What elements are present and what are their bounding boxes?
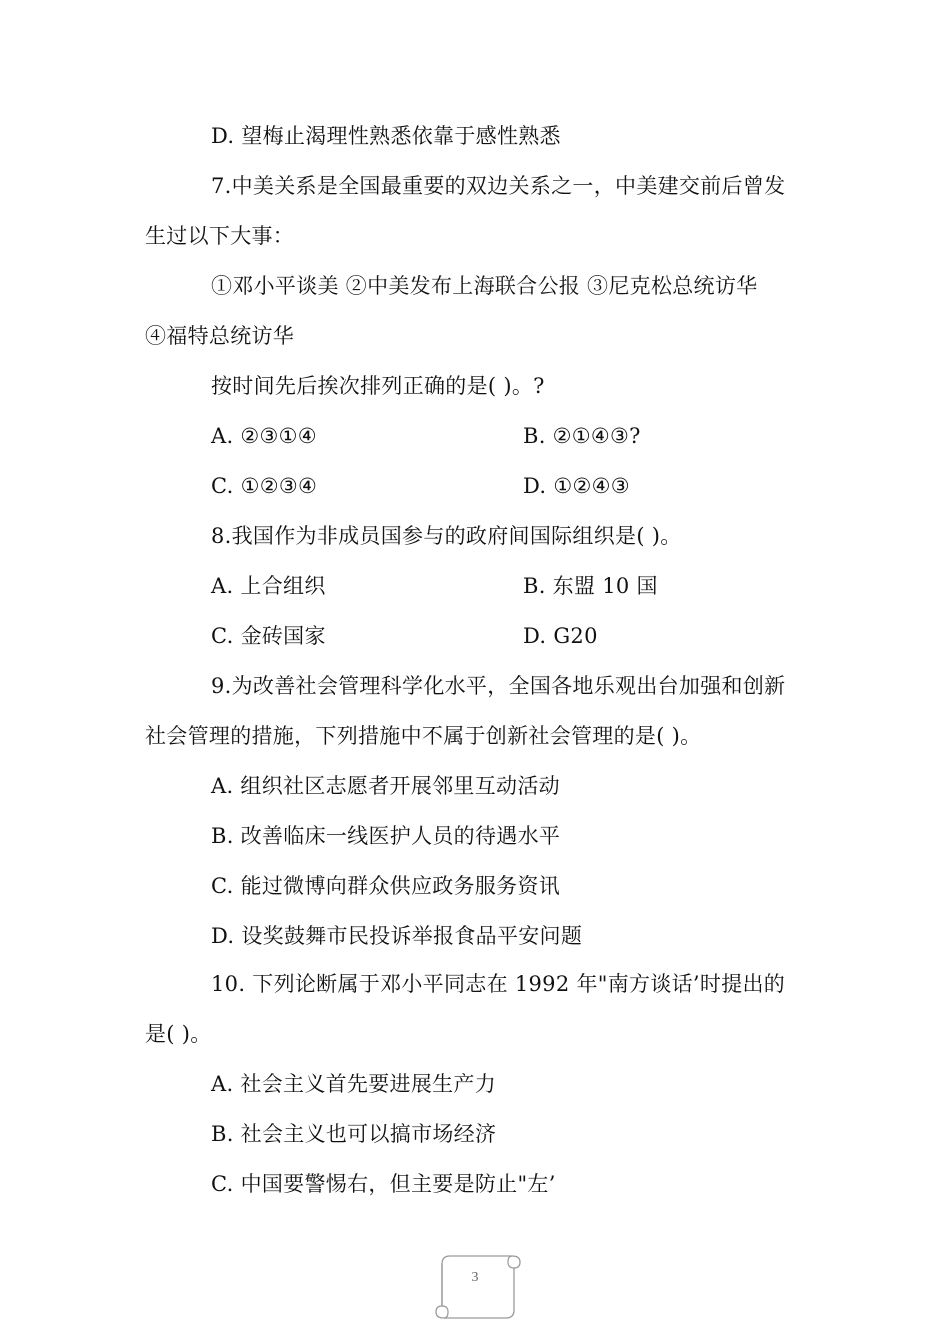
q8-option-c: C. 金砖国家 xyxy=(211,624,326,648)
q8-option-d: D. G20 xyxy=(523,624,598,648)
q9-option-c: C. 能过微博向群众供应政务服务资讯 xyxy=(211,874,561,898)
q10-stem-line2: 是( )。 xyxy=(145,1022,212,1046)
q10-option-a: A. 社会主义首先要进展生产力 xyxy=(211,1072,497,1096)
q7-option-b: B. ②①④③? xyxy=(523,424,641,448)
q10-option-b: B. 社会主义也可以搞市场经济 xyxy=(211,1122,497,1146)
scroll-icon xyxy=(432,1252,524,1322)
q7-events-line2: ④福特总统访华 xyxy=(145,324,295,348)
q6-option-d: D. 望梅止渴理性熟悉依靠于感性熟悉 xyxy=(211,124,561,148)
q9-option-d: D. 设奖鼓舞市民投诉举报食品平安问题 xyxy=(211,924,583,948)
page-number: 3 xyxy=(471,1270,479,1285)
q7-option-d: D. ①②④③ xyxy=(523,474,630,498)
q9-stem-line2: 社会管理的措施，下列措施中不属于创新社会管理的是( )。 xyxy=(145,724,702,748)
q9-option-b: B. 改善临床一线医护人员的待遇水平 xyxy=(211,824,561,848)
q7-events-line1: ①邓小平谈美 ②中美发布上海联合公报 ③尼克松总统访华 xyxy=(211,274,758,298)
q8-option-a: A. 上合组织 xyxy=(211,574,326,598)
q8-option-b: B. 东盟 10 国 xyxy=(523,574,658,598)
q7-option-a: A. ②③①④ xyxy=(211,424,317,448)
q7-question: 按时间先后挨次排列正确的是( )。? xyxy=(211,374,545,398)
q7-option-c: C. ①②③④ xyxy=(211,474,318,498)
q10-stem-line1: 10. 下列论断属于邓小平同志在 1992 年"南方谈话’时提出的 xyxy=(211,972,786,996)
q8-stem: 8.我国作为非成员国参与的政府间国际组织是( )。 xyxy=(211,524,682,548)
q9-option-a: A. 组织社区志愿者开展邻里互动活动 xyxy=(211,774,560,798)
q7-stem-line1: 7.中美关系是全国最重要的双边关系之一，中美建交前后曾发 xyxy=(211,174,786,198)
q9-stem-line1: 9.为改善社会管理科学化水平，全国各地乐观出台加强和创新 xyxy=(211,674,786,698)
q7-stem-line2: 生过以下大事： xyxy=(145,224,295,248)
q10-option-c: C. 中国要警惕右，但主要是防止"左’ xyxy=(211,1172,556,1196)
